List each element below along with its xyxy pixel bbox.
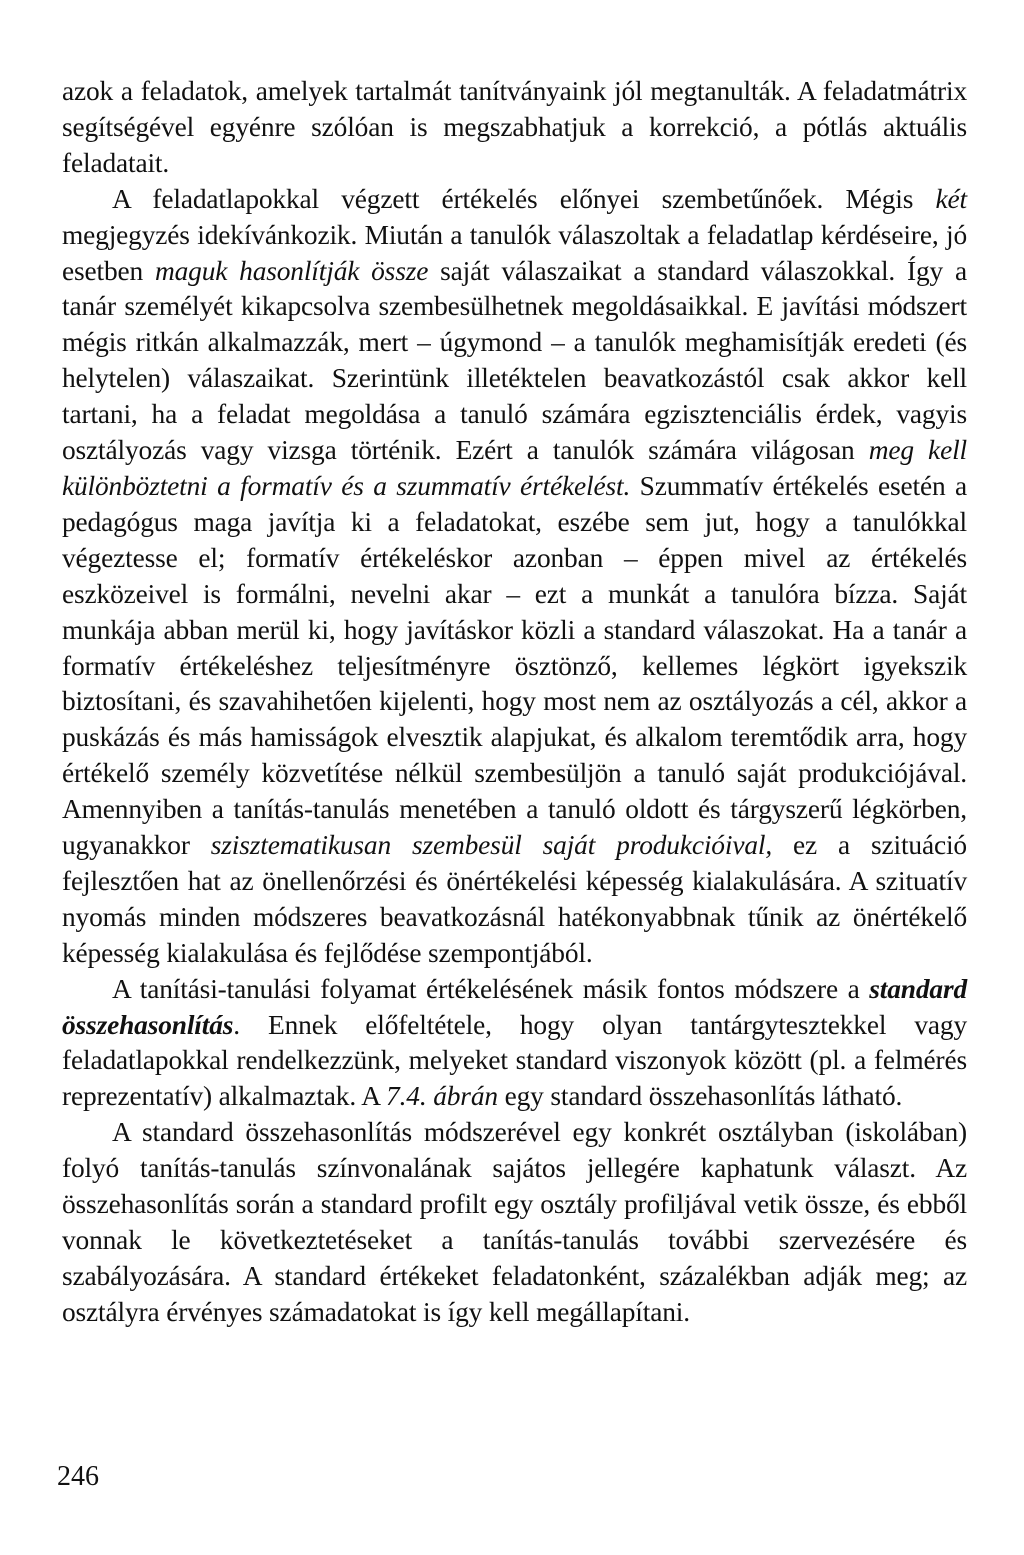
text-run: saját válaszaikat a standard válaszokkal. Így a tanár személyét kikapcsolva szembesülhetnek megoldásaikkal. E javítási módszert mégis ritkán alkalmazzák, mert – úgymond – a tanulók meghamisítják eredeti (és helytelen) válaszaikat. Szerintünk illetéktelen beavatkozástól csak akkor kell tartani, ha a feladat megoldása a tanuló számára egzisztenciális érdek, vagyis osztályozás vagy vizsga történik. Ezért a tanulók számára világosan: [62, 255, 967, 466]
text-run: A tanítási-tanulási folyamat értékelésének másik fontos módszere a: [112, 973, 870, 1004]
emphasis-text: szisztematikusan szembesül saját produkcióival,: [210, 830, 773, 861]
text-run: A standard összehasonlítás módszerével egy konkrét osztályban (iskolában) folyó tanítás-tanulás színvonalának sajátos jellegére kaphatunk választ. Az összehasonlítás során a standard profilt egy osztály profiljával vetik össze, és ebből vonnak le következtetéseket a tanítás-tanulás további szervezésére és szabályozására. A standard értékeket feladatonként, százalékban adják meg; az osztályra érvényes számadatokat is így kell megállapítani.: [62, 1117, 967, 1327]
body-text: [62, 74, 967, 1331]
text-run: ez a szituáció fejlesztően hat az önellenőrzési és önértékelési képesség kialakulására. A szituatív nyomás minden módszeres beavatkozásnál hatékonyabbnak tűnik az önértékelő képesség kialakulása és fejlődése szempontjából.: [62, 830, 967, 968]
text-run: azok a feladatok, amelyek tartalmát tanítványaink jól megtanulták. A feladatmátrix segítségével egyénre szólóan is megszabhatjuk a korrekció, a pótlás aktuális feladatait.: [62, 76, 967, 178]
paragraph-3: [62, 972, 967, 1116]
emphasis-text: maguk hasonlítják össze: [154, 255, 429, 286]
paragraph-4: [62, 1115, 967, 1330]
key-term: standard összehasonlítás: [62, 973, 967, 1040]
emphasis-text: meg kell különböztetni a formatív és a szummatív értékelést.: [62, 435, 967, 501]
paragraph-1: [62, 74, 967, 182]
text-run: A feladatlapokkal végzett értékelés előnyei szembetűnőek. Mégis: [112, 183, 936, 214]
text-run: megjegyzés idekívánkozik. Miután a tanulók válaszoltak a feladatlap kérdéseire, jó esetben: [62, 219, 967, 286]
text-run: egy standard összehasonlítás látható.: [497, 1081, 903, 1112]
text-run: Szummatív értékelés esetén a pedagógus maga javítja ki a feladatokat, eszébe sem jut, hogy a tanulókkal végeztesse el; formatív értékeléskor azonban – éppen mivel az értékelés eszközeivel is formálni, nevelni akar – ezt a munkát a tanulóra bízza. Saját munkája abban merül ki, hogy javításkor közli a standard válaszokat. Ha a tanár a formatív értékeléshez teljesítményre ösztönző, kellemes légkört igyekszik biztosítani, és szavahihetően kijelenti, hogy most nem az osztályozás a cél, akkor a puskázás és más hamisságok elvesztik alapjukat, és alkalom teremtődik arra, hogy értékelő személy közvetítése nélkül szembesüljön a tanuló saját produkciójával. Amennyiben a tanítás-tanulás menetében a tanuló oldott és tárgyszerű légkörben, ugyanakkor: [62, 470, 967, 861]
emphasis-text: két: [935, 183, 967, 214]
page-number: 246: [57, 1461, 99, 1492]
text-run: . Ennek előfeltétele, hogy olyan tantárgytesztekkel vagy feladatlapokkal rendelkezzünk, melyeket standard viszonyok között (pl. a felmérés reprezentatív) alkalmaztak. A: [62, 1009, 967, 1112]
paragraph-2: [62, 182, 967, 972]
figure-reference: 7.4. ábrán: [386, 1081, 498, 1112]
